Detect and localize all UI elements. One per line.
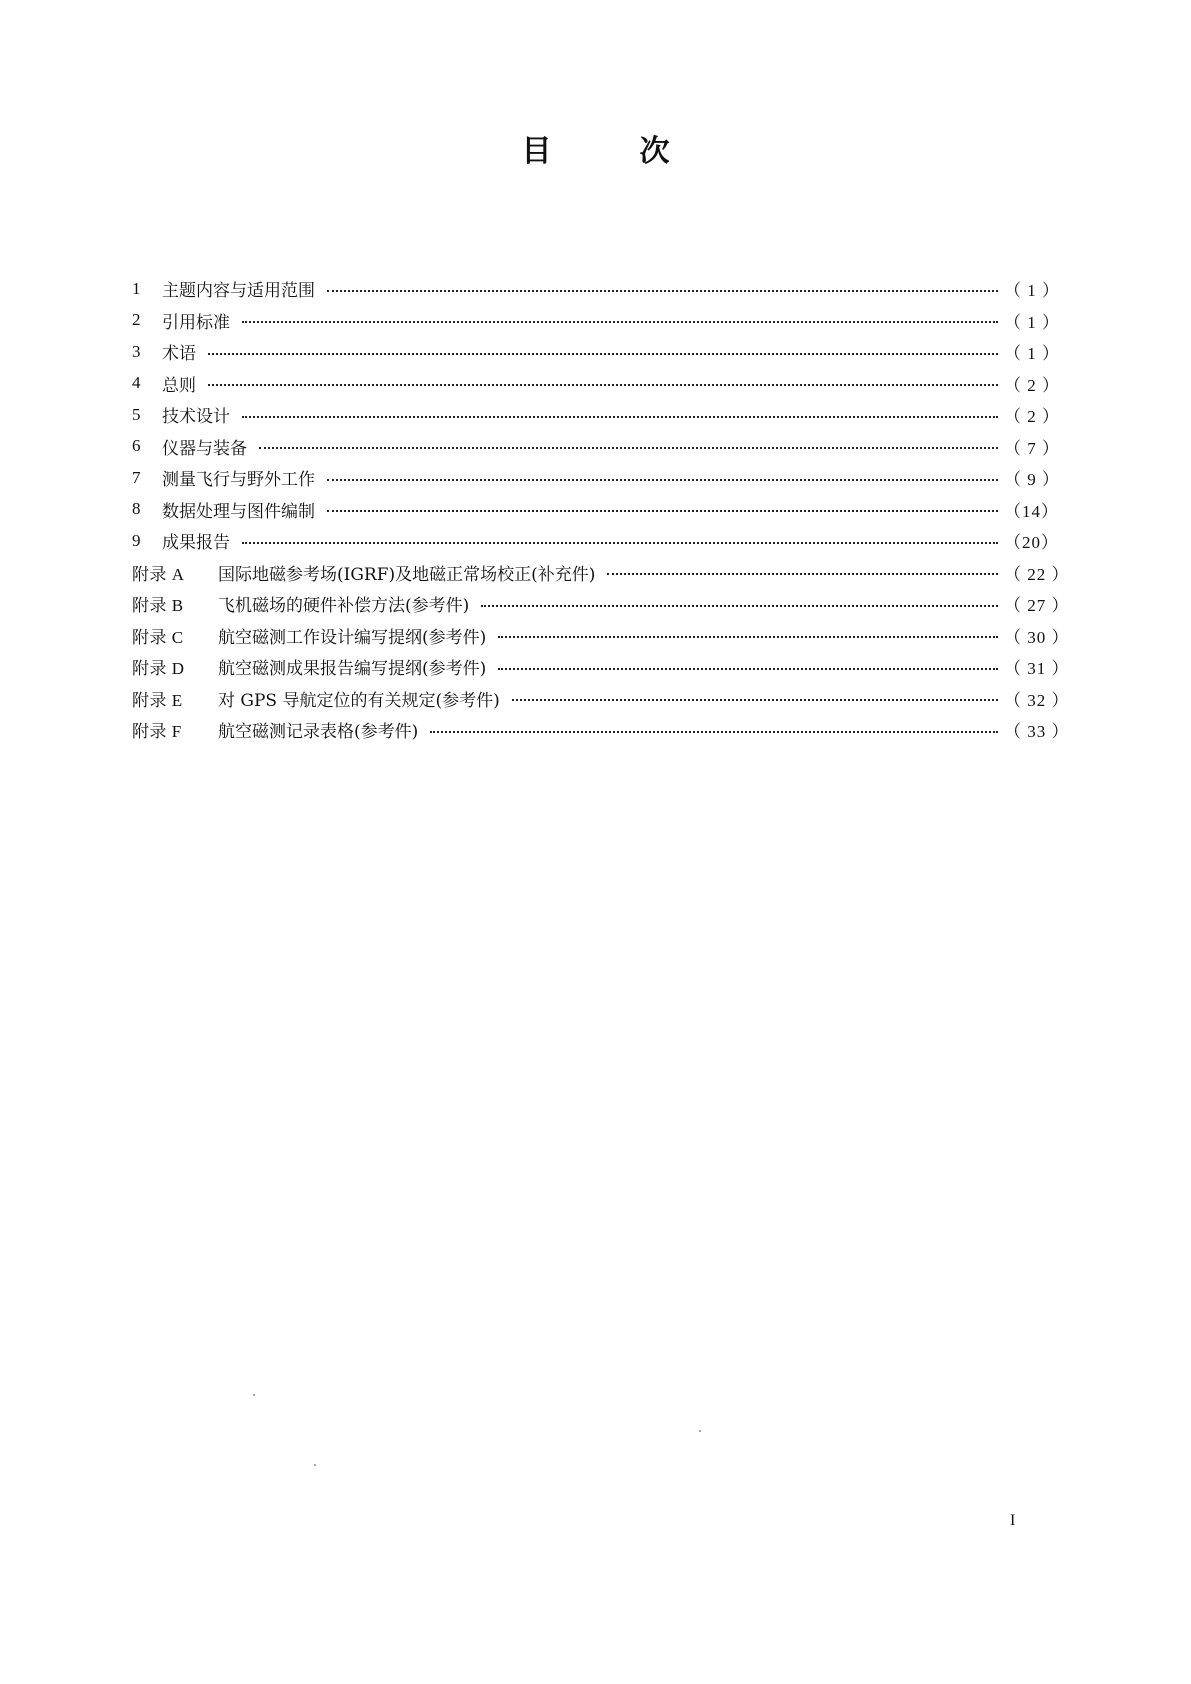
toc-entry-page: （ 31 ） (1004, 659, 1070, 679)
toc-entry-number: 1 (132, 278, 141, 298)
toc-entry-title: 航空磁测工作设计编写提纲(参考件) (218, 627, 487, 648)
toc-entry-title: 总则 (162, 375, 196, 396)
toc-entry-title: 测量飞行与野外工作 (162, 470, 315, 491)
toc-entry-page: （ 27 ） (1004, 596, 1070, 616)
toc-entry-title: 引用标准 (162, 312, 230, 333)
toc-entry-appendix[interactable] (132, 651, 1070, 683)
toc-dot-leader (242, 542, 998, 544)
toc-entry-appendix[interactable] (132, 588, 1070, 620)
toc-entry-number: 8 (132, 499, 141, 519)
toc-dot-leader (259, 447, 998, 449)
toc-entry-appendix[interactable] (132, 714, 1070, 746)
toc-dot-leader (430, 731, 998, 733)
toc-entry-title: 航空磁测成果报告编写提纲(参考件) (218, 659, 487, 680)
toc-dot-leader (208, 384, 998, 386)
toc-entry-page: （ 22 ） (1004, 564, 1070, 584)
toc-entry[interactable] (132, 399, 1060, 431)
toc-entry-page: （ 1 ） (1004, 281, 1060, 301)
toc-entry-page: （ 7 ） (1004, 438, 1060, 458)
toc-entry[interactable] (132, 273, 1060, 305)
toc-dot-leader (327, 290, 998, 292)
scan-speck (253, 1394, 255, 1396)
toc-entry-number: 附录 C (132, 627, 184, 647)
toc-dot-leader (498, 668, 998, 670)
toc-dot-leader (327, 510, 998, 512)
toc-entry-page: （ 2 ） (1004, 375, 1060, 395)
toc-entry-number: 附录 F (132, 722, 182, 742)
toc-entry-number: 附录 D (132, 659, 185, 679)
toc-dot-leader (327, 479, 998, 481)
toc-entry-page: （14） (1004, 501, 1059, 521)
toc-entry-page: （ 33 ） (1004, 722, 1070, 742)
toc-entry-number: 2 (132, 310, 141, 330)
toc-entry-number: 9 (132, 530, 141, 550)
toc-entry-number: 5 (132, 404, 141, 424)
toc-entry-title: 国际地磁参考场(IGRF)及地磁正常场校正(补充件) (218, 564, 596, 585)
scan-speck (699, 1430, 701, 1432)
toc-entry[interactable] (132, 305, 1060, 337)
toc-dot-leader (242, 416, 998, 418)
page-title-char-1: 目 (521, 134, 552, 169)
table-of-contents (132, 273, 1070, 746)
scan-speck (314, 1464, 316, 1466)
toc-entry-title: 航空磁测记录表格(参考件) (218, 722, 419, 743)
toc-entry-appendix[interactable] (132, 557, 1070, 589)
page-title-char-2: 次 (639, 134, 670, 169)
toc-entry-number: 7 (132, 467, 141, 487)
toc-entry-title: 成果报告 (162, 533, 230, 554)
toc-entry-number: 附录 E (132, 690, 183, 710)
toc-entry-page: （ 2 ） (1004, 407, 1060, 427)
toc-entry[interactable] (132, 336, 1060, 368)
toc-entry-page: （ 1 ） (1004, 344, 1060, 364)
toc-entry-appendix[interactable] (132, 683, 1070, 715)
toc-dot-leader (498, 636, 998, 638)
toc-entry-title: 术语 (162, 344, 196, 365)
toc-entry-title: 主题内容与适用范围 (162, 281, 315, 302)
toc-entry[interactable] (132, 431, 1060, 463)
toc-dot-leader (607, 573, 998, 575)
toc-entry-page: （ 32 ） (1004, 690, 1070, 710)
page-title (0, 132, 1191, 172)
toc-entry[interactable] (132, 462, 1060, 494)
toc-dot-leader (512, 699, 998, 701)
toc-entry-title: 仪器与装备 (162, 438, 247, 459)
toc-entry-number: 附录 A (132, 564, 185, 584)
toc-entry-appendix[interactable] (132, 620, 1070, 652)
toc-entry[interactable] (132, 525, 1059, 557)
toc-entry-title: 数据处理与图件编制 (162, 501, 315, 522)
toc-entry-number: 6 (132, 436, 141, 456)
toc-entry-number: 3 (132, 341, 141, 361)
toc-dot-leader (242, 321, 998, 323)
toc-dot-leader (481, 605, 998, 607)
toc-entry-number: 4 (132, 373, 141, 393)
page-folio: I (1010, 1512, 1016, 1529)
toc-entry-page: （ 9 ） (1004, 470, 1060, 490)
toc-entry-number: 附录 B (132, 596, 184, 616)
toc-entry-title: 对 GPS 导航定位的有关规定(参考件) (218, 690, 500, 711)
toc-entry-page: （20） (1004, 533, 1059, 553)
toc-entry[interactable] (132, 494, 1059, 526)
toc-entry-title: 飞机磁场的硬件补偿方法(参考件) (218, 596, 470, 617)
toc-entry-title: 技术设计 (162, 407, 230, 428)
toc-entry-page: （ 30 ） (1004, 627, 1070, 647)
toc-entry-page: （ 1 ） (1004, 312, 1060, 332)
toc-entry[interactable] (132, 368, 1060, 400)
toc-dot-leader (208, 353, 998, 355)
